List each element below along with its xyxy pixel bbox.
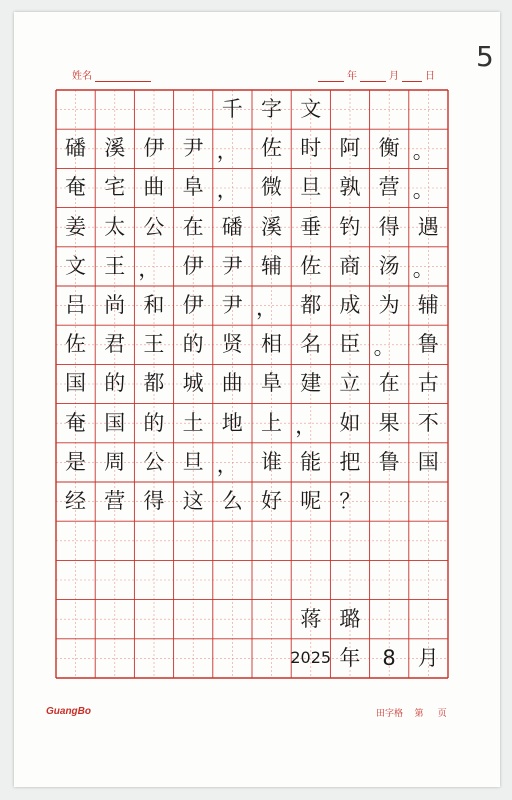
grid-character: ？ xyxy=(339,489,361,513)
grid-character: 字 xyxy=(261,97,282,121)
grid-character: 尚 xyxy=(104,293,126,317)
grid-character: 佐 xyxy=(261,136,282,161)
grid-character: 营 xyxy=(378,175,400,200)
grid-character: 是 xyxy=(65,449,86,474)
grid-character: 得 xyxy=(143,489,165,513)
grid-character: 磻 xyxy=(221,214,243,239)
grid-character: 上 xyxy=(261,410,282,435)
grid-character: 把 xyxy=(339,449,361,474)
grid-character: ， xyxy=(216,178,238,203)
grid-character: 果 xyxy=(378,410,400,435)
grid-character: 国 xyxy=(104,410,126,435)
grid-character: 的 xyxy=(182,332,204,357)
grid-character: 辅 xyxy=(417,293,439,317)
page-corner-mark: 5 xyxy=(476,40,494,73)
grid-character: 奄 xyxy=(65,175,86,200)
grid-character: 国 xyxy=(417,449,439,474)
grid-character: 商 xyxy=(339,253,361,278)
brand-logo: GuangBo xyxy=(46,706,91,717)
grid-character: 君 xyxy=(104,332,126,357)
grid-character: 在 xyxy=(378,371,400,396)
grid-character: ， xyxy=(216,139,238,164)
grid-type-label: 田字格 xyxy=(376,709,404,719)
grid-character: 。 xyxy=(412,256,434,281)
grid-character: 在 xyxy=(182,214,204,239)
grid-character: 。 xyxy=(373,335,395,360)
grid-character: 旦 xyxy=(182,449,204,474)
grid-character: 国 xyxy=(65,371,86,396)
grid-character: ， xyxy=(295,413,317,438)
page-suffix-label: 页 xyxy=(437,709,447,719)
grid-character: ， xyxy=(216,452,238,477)
grid-character: 都 xyxy=(300,293,322,317)
grid-character: 姜 xyxy=(65,214,86,239)
name-label: 姓名 xyxy=(72,71,92,82)
grid-character: 月 xyxy=(417,645,439,670)
grid-character: 伊 xyxy=(143,136,165,161)
grid-character: 鲁 xyxy=(378,449,400,474)
grid-character: 相 xyxy=(261,332,282,357)
grid-character: 公 xyxy=(143,449,165,474)
grid-character: 文 xyxy=(300,97,322,121)
grid-character: 和 xyxy=(143,293,165,317)
year-label: 年 xyxy=(347,71,357,82)
grid-character: 遇 xyxy=(417,214,439,239)
grid-character: 辅 xyxy=(261,253,282,278)
grid-character: 时 xyxy=(300,136,322,161)
grid-character: 这 xyxy=(182,489,204,513)
grid-character: 立 xyxy=(339,371,361,396)
grid-character: 垂 xyxy=(300,214,322,239)
month-label: 月 xyxy=(389,71,399,82)
grid-character: 臣 xyxy=(339,332,361,357)
grid-character: 建 xyxy=(300,371,322,396)
grid-character: 佐 xyxy=(65,332,86,357)
grid-character: 吕 xyxy=(65,293,86,317)
grid-character: 奄 xyxy=(65,410,86,435)
grid-character: 溪 xyxy=(261,214,282,239)
grid-character: 周 xyxy=(104,449,126,474)
grid-character: 尹 xyxy=(221,253,243,278)
grid-character: 千 xyxy=(221,97,243,121)
day-label: 日 xyxy=(425,71,435,82)
grid-character: 佐 xyxy=(300,253,322,278)
grid-character: 溪 xyxy=(104,136,126,161)
grid-character: 名 xyxy=(300,332,322,357)
grid-character: ， xyxy=(138,256,160,281)
grid-character: 呢 xyxy=(300,489,322,513)
grid-character: 么 xyxy=(221,489,243,513)
grid-character: 年 xyxy=(339,645,361,670)
grid-character: 经 xyxy=(65,489,86,513)
grid-character: 贤 xyxy=(221,332,243,357)
grid-character: 城 xyxy=(182,371,204,396)
grid-character: 衡 xyxy=(378,136,400,161)
grid-character: 。 xyxy=(412,178,434,203)
grid-character: 。 xyxy=(412,139,434,164)
grid-character: 如 xyxy=(339,410,361,435)
grid-character: 磻 xyxy=(65,136,86,161)
grid-character: 能 xyxy=(300,449,322,474)
grid-character: 文 xyxy=(65,253,86,278)
grid-character: 成 xyxy=(339,293,361,317)
footer-label xyxy=(376,706,447,719)
grid-character: 阜 xyxy=(182,175,204,200)
grid-character: 微 xyxy=(261,175,282,200)
grid-character: 太 xyxy=(104,214,126,239)
grid-character: ， xyxy=(256,296,277,320)
grid-character: 公 xyxy=(143,214,165,239)
grid-character: 不 xyxy=(417,410,439,435)
grid-character: 8 xyxy=(382,645,396,670)
grid-character: 孰 xyxy=(339,175,361,200)
grid-character: 古 xyxy=(417,371,439,396)
grid-character: 阜 xyxy=(261,371,282,396)
grid-character: 王 xyxy=(104,253,126,278)
grid-character: 宅 xyxy=(104,175,126,200)
grid-character: 伊 xyxy=(182,253,204,278)
grid-character: 2025 xyxy=(290,648,332,668)
grid-character: 的 xyxy=(104,371,126,396)
grid-character: 土 xyxy=(182,410,204,435)
grid-character: 钓 xyxy=(339,214,361,239)
grid-character: 王 xyxy=(143,332,165,357)
grid-character: 的 xyxy=(143,410,165,435)
grid-character: 曲 xyxy=(143,175,165,200)
grid-character: 蒋 xyxy=(300,606,322,631)
grid-character: 汤 xyxy=(378,253,400,278)
grid-character: 尹 xyxy=(182,136,204,161)
grid-character: 伊 xyxy=(182,293,204,317)
grid-character: 尹 xyxy=(221,293,243,317)
grid-character: 阿 xyxy=(339,136,361,161)
grid-character: 地 xyxy=(221,410,243,435)
grid-character: 旦 xyxy=(300,175,322,200)
grid-character: 都 xyxy=(143,371,165,396)
grid-character: 璐 xyxy=(339,606,361,631)
grid-character: 为 xyxy=(378,293,400,317)
page-number-label: 第 xyxy=(414,709,424,719)
grid-character: 曲 xyxy=(221,371,243,396)
grid-character: 鲁 xyxy=(417,332,439,357)
grid-character: 谁 xyxy=(261,449,282,474)
grid-character: 营 xyxy=(104,489,126,513)
grid-character: 得 xyxy=(378,214,400,239)
grid-character: 好 xyxy=(261,489,282,513)
